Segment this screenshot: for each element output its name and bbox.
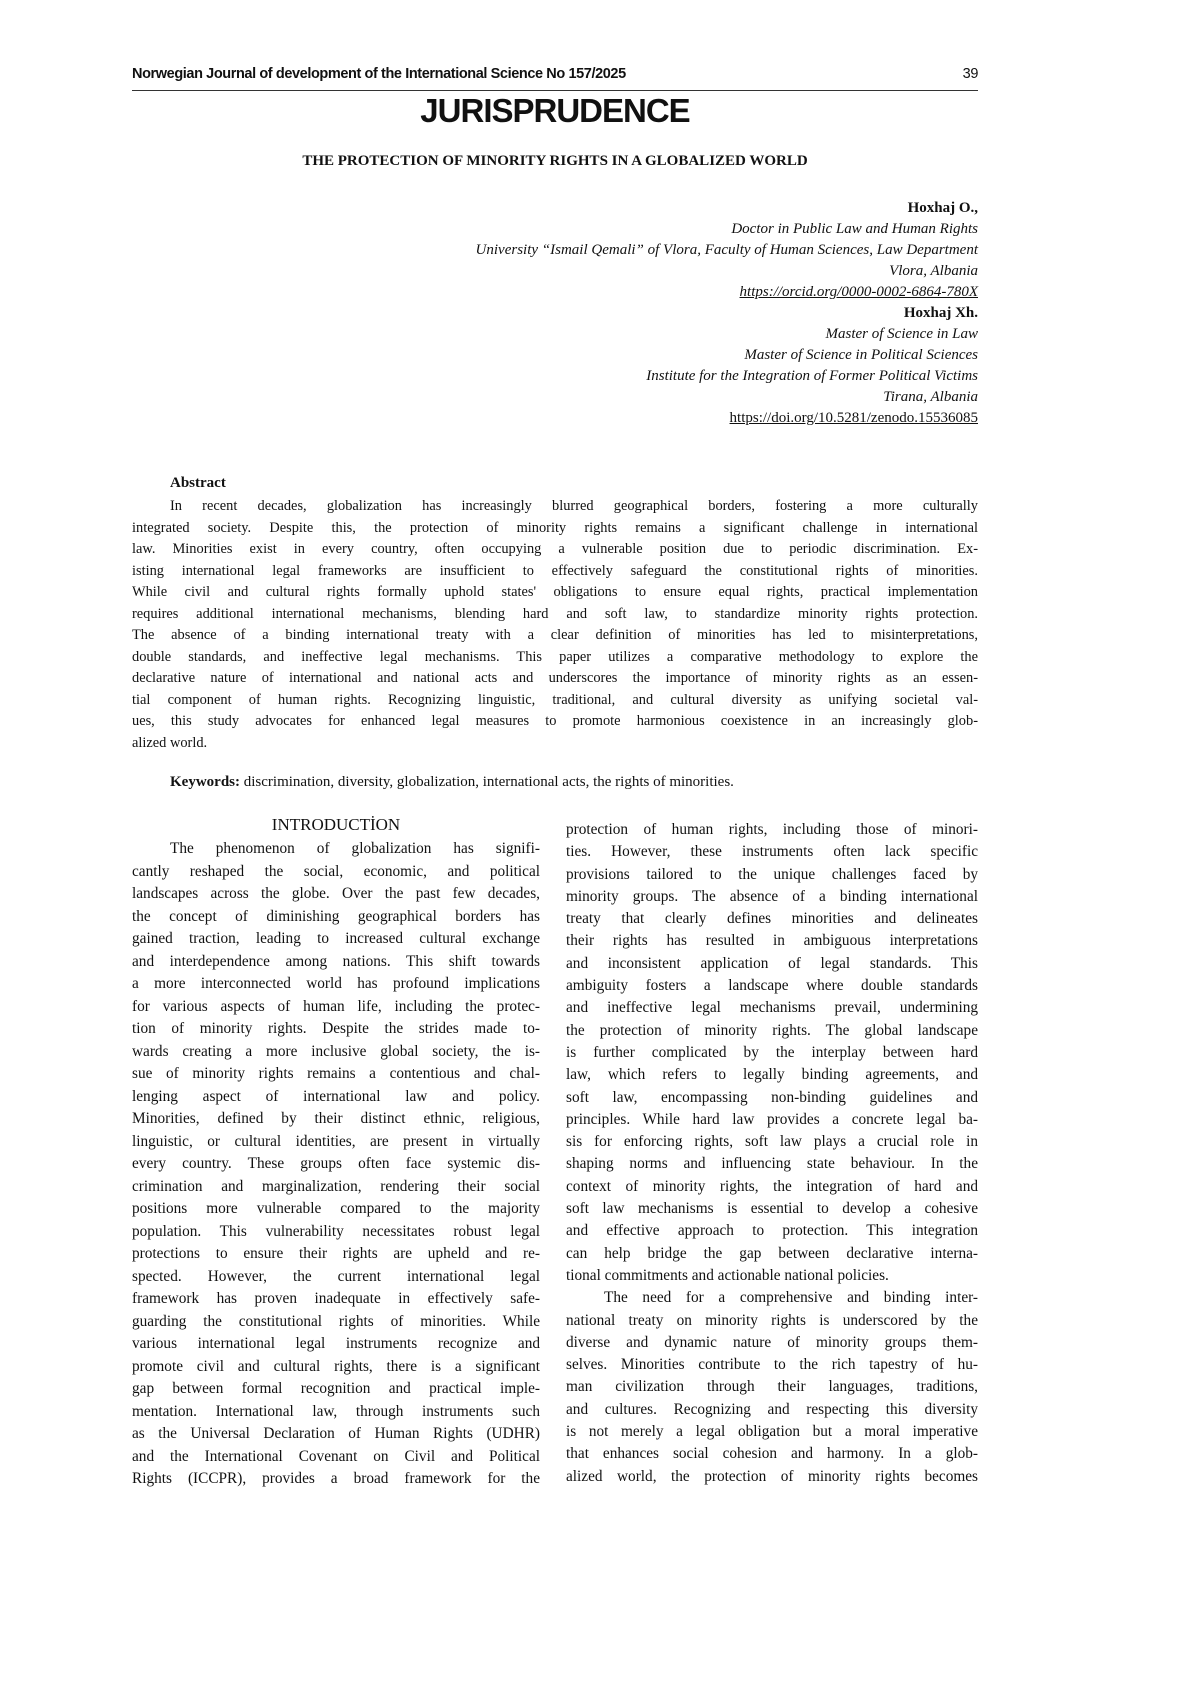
text-line: the protection of minority rights. The global landscape: [566, 1021, 978, 1039]
text-line: the concept of diminishing geographical borders has: [132, 907, 540, 925]
text-line: and the International Covenant on Civil and Political: [132, 1447, 540, 1465]
abstract-body: [132, 496, 978, 754]
text-line: gained traction, leading to increased cultural exchange: [132, 930, 540, 947]
text-line: framework has proven inadequate in effectively safe-: [132, 1290, 540, 1307]
author-affiliation: University “Ismail Qemali” of Vlora, Faculty of Human Sciences, Law Department: [475, 242, 978, 258]
author-affiliation: Master of Science in Law: [825, 326, 978, 342]
text-line: lenging aspect of international law and policy.: [132, 1087, 540, 1105]
text-line: positions more vulnerable compared to the majority: [132, 1200, 540, 1217]
introduction-heading: INTRODUCTİON: [271, 815, 401, 834]
keywords-label: Keywords:: [170, 774, 240, 790]
text-line: national treaty on minority rights is underscored by the: [566, 1311, 978, 1329]
text-line: gap between formal recognition and practical imple-: [132, 1380, 540, 1397]
author-affiliation: Institute for the Integration of Former Political Victims: [646, 368, 978, 384]
text-line: landscapes across the globe. Over the past few decades,: [132, 885, 540, 902]
abstract-heading: Abstract: [170, 475, 226, 491]
text-line: selves. Minorities contribute to the rich tapestry of hu-: [566, 1356, 978, 1374]
text-line: requires additional international mechanisms, blending hard and soft law, to standardize minority rights protection.: [132, 605, 978, 622]
text-line: shaping norms and influencing state behaviour. In the: [566, 1155, 978, 1173]
text-line: tional commitments and actionable national policies.: [566, 1266, 889, 1284]
text-line: crimination and marginalization, rendering their social: [132, 1177, 540, 1195]
text-line: every country. These groups often face systemic dis-: [132, 1155, 540, 1172]
text-line: soft law mechanisms is essential to develop a cohesive: [566, 1200, 978, 1218]
text-line: provisions tailored to the unique challenges faced by: [566, 865, 978, 883]
text-line: treaty that clearly defines minorities and delineates: [566, 910, 978, 928]
text-line: population. This vulnerability necessitates robust legal: [132, 1222, 540, 1240]
keywords: [170, 774, 734, 791]
text-line: alized world, the protection of minority rights becomes: [566, 1467, 978, 1485]
text-line: various international legal instruments recognize and: [132, 1335, 540, 1352]
text-line: alized world.: [132, 734, 208, 751]
text-line: and interdependence among nations. This shift towards: [132, 952, 540, 970]
text-line: Rights (ICCPR), provides a broad framework for the: [132, 1470, 540, 1487]
text-line: soft law, encompassing non-binding guidelines and: [566, 1088, 978, 1106]
author-name: Hoxhaj O.,: [907, 200, 978, 216]
author-affiliation: Vlora, Albania: [889, 263, 978, 279]
text-line: as the Universal Declaration of Human Rights (UDHR): [132, 1425, 540, 1442]
text-line: law. Minorities exist in every country, often occupying a vulnerable position due to periodic discrimination. Ex-: [132, 541, 978, 557]
text-line: for various aspects of human life, including the protec-: [132, 997, 540, 1015]
author-affiliation: Master of Science in Political Sciences: [744, 347, 978, 363]
text-line: isting international legal frameworks are insufficient to effectively safeguard the constitutional rights of minorities.: [132, 562, 978, 579]
text-line: protection of human rights, including those of minori-: [566, 821, 978, 838]
text-line: principles. While hard law provides a concrete legal ba-: [566, 1110, 978, 1128]
text-line: double standards, and ineffective legal mechanisms. This paper utilizes a comparative methodology to explore the: [132, 648, 978, 665]
text-line: protections to ensure their rights are upheld and re-: [132, 1245, 540, 1262]
text-line: diverse and dynamic nature of minority groups them-: [566, 1333, 978, 1351]
text-line: guarding the constitutional rights of minorities. While: [132, 1312, 540, 1330]
left-column: [132, 838, 540, 1491]
text-line: mentation. International law, through instruments such: [132, 1402, 540, 1420]
paper-title: THE PROTECTION OF MINORITY RIGHTS IN A GLOBALIZED WORLD: [302, 153, 808, 169]
text-line: and effective approach to protection. This integration: [566, 1222, 978, 1240]
text-line: law, which refers to legally binding agreements, and: [566, 1066, 978, 1084]
author-link-row: [476, 282, 978, 303]
running-head: [132, 66, 978, 91]
text-line: ambiguity fosters a landscape where double standards: [566, 977, 978, 995]
text-line: and inconsistent application of legal standards. This: [566, 954, 978, 972]
text-line: context of minority rights, the integration of hard and: [566, 1177, 978, 1195]
text-line: linguistic, or cultural identities, are present in virtually: [132, 1132, 540, 1150]
text-line: spected. However, the current international legal: [132, 1267, 540, 1285]
author-block: [476, 198, 978, 429]
text-line: Minorities, defined by their distinct ethnic, religious,: [132, 1110, 540, 1127]
page-number: 39: [962, 66, 978, 82]
right-column: [566, 819, 978, 1488]
text-line: The phenomenon of globalization has signifi-: [170, 840, 540, 857]
text-line: The absence of a binding international treaty with a clear definition of minorities has led to misinterpretations,: [132, 627, 978, 643]
text-line: cantly reshaped the social, economic, and political: [132, 862, 540, 880]
text-line: tial component of human rights. Recognizing linguistic, traditional, and cultural diversity as unifying societal val-: [132, 691, 978, 708]
text-line: sis for enforcing rights, soft law plays a crucial role in: [566, 1133, 978, 1151]
text-line: promote civil and cultural rights, there is a significant: [132, 1357, 540, 1375]
text-line: is not merely a legal obligation but a moral imperative: [566, 1423, 978, 1441]
keywords-text: discrimination, diversity, globalization, international acts, the rights of minorities.: [240, 774, 734, 790]
text-line: declarative nature of international and national acts and underscores the importance of minority rights as an essen-: [132, 670, 978, 686]
text-line: a more interconnected world has profound implications: [132, 975, 540, 992]
text-line: While civil and cultural rights formally uphold states' obligations to ensure equal rights, practical implementation: [132, 584, 978, 600]
text-line: wards creating a more inclusive global society, the is-: [132, 1042, 540, 1060]
text-line: can help bridge the gap between declarative interna-: [566, 1244, 978, 1262]
text-line: is further complicated by the interplay between hard: [566, 1043, 978, 1061]
text-line: ues, this study advocates for enhanced legal measures to promote harmonious coexistence in an increasingly glob-: [132, 713, 978, 729]
text-line: The need for a comprehensive and binding inter-: [604, 1289, 978, 1307]
author-link[interactable]: https://orcid.org/0000-0002-6864-780X: [739, 284, 978, 300]
author-link-row: [476, 408, 978, 429]
text-line: and ineffective legal mechanisms prevail, undermining: [566, 999, 978, 1017]
text-line: integrated society. Despite this, the protection of minority rights remains a significant challenge in international: [132, 519, 978, 536]
text-line: ties. However, these instruments often lack specific: [566, 843, 978, 861]
text-line: that enhances social cohesion and harmony. In a glob-: [566, 1445, 978, 1463]
section-heading: JURISPRUDENCE: [420, 92, 690, 129]
text-line: minority groups. The absence of a binding international: [566, 887, 978, 905]
text-line: their rights has resulted in ambiguous interpretations: [566, 932, 978, 950]
text-line: In recent decades, globalization has increasingly blurred geographical borders, fostering a more culturally: [170, 498, 978, 514]
author-name: Hoxhaj Xh.: [903, 305, 978, 321]
text-line: and cultures. Recognizing and respecting this diversity: [566, 1400, 978, 1418]
text-line: sue of minority rights remains a contentious and chal-: [132, 1065, 540, 1082]
author-affiliation: Tirana, Albania: [883, 389, 978, 405]
author-affiliation: Doctor in Public Law and Human Rights: [731, 221, 978, 237]
text-line: man civilization through their languages, traditions,: [566, 1378, 978, 1396]
journal-name: Norwegian Journal of development of the International Science No 157/2025: [132, 66, 626, 82]
author-link[interactable]: https://doi.org/10.5281/zenodo.15536085: [729, 410, 978, 426]
text-line: tion of minority rights. Despite the strides made to-: [132, 1020, 540, 1037]
